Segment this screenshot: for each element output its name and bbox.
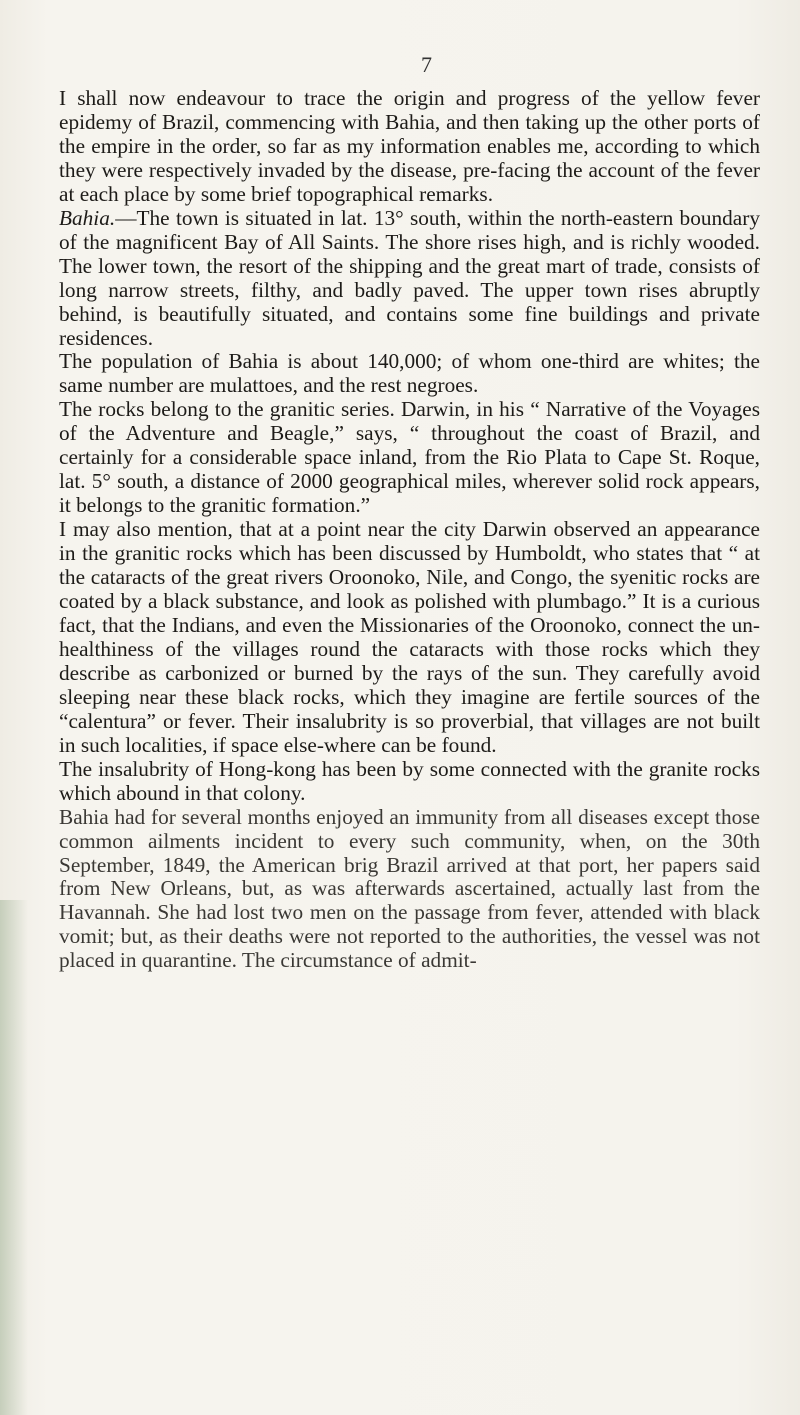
paragraph-brig-brazil (59, 806, 760, 974)
paragraph-hong-kong (59, 758, 760, 806)
paragraph-text: I shall now endeavour to trace the origin and progress of the yellow fever epidemy of Brazil, commencing with Bahia, and then taking up the other ports of the empire in the order, so far as my information enables me, according to which they were respectively invaded by the disease, pre-facing the account of the fever at each place by some brief topographical remarks. (59, 86, 760, 206)
paragraph-text: I may also mention, that at a point near the city Darwin observed an appearance in the granitic rocks which has been discussed by Humboldt, who states that “ at the cataracts of the great rivers Oroonoko, Nile, and Congo, the syenitic rocks are coated by a black substance, and look as polished with plumbago.” It is a curious fact, that the Indians, and even the Missionaries of the Oroonoko, connect the un-healthiness of the villages round the cataracts with those rocks which they describe as carbonized or burned by the rays of the sun. They carefully avoid sleeping near these black rocks, which they imagine are fertile sources of the “calentura” or fever. Their insalubrity is so proverbial, that villages are not built in such localities, if space else-where can be found. (59, 517, 760, 757)
body-text (59, 87, 760, 973)
paragraph-text: The insalubrity of Hong-kong has been by some connected with the granite rocks which abound in that colony. (59, 756, 760, 805)
paragraph-text: —The town is situated in lat. 13° south, within the north-eastern boundary of the magnificent Bay of All Saints. The shore rises high, and is richly wooded. The lower town, the resort of the shipping and the great mart of trade, consists of long narrow streets, filthy, and badly paved. The upper town rises abruptly behind, is beautifully situated, and contains some fine buildings and private residences. (59, 205, 760, 350)
paragraph-text: Bahia had for several months enjoyed an immunity from all diseases except those common ailments incident to every such community, when, on the 30th September, 1849, the American brig Brazil arrived at that port, her papers said from New Orleans, but, as was afterwards ascertained, actually last from the Havannah. She had lost two men on the passage from fever, attended with black vomit; but, as their deaths were not reported to the authorities, the vessel was not placed in quarantine. The circumstance of admit- (59, 804, 760, 973)
paragraph-rocks (59, 398, 760, 518)
paragraph-text: The rocks belong to the granitic series. Darwin, in his “ Narrative of the Voyages of the Adventure and Beagle,” says, “ throughout the coast of Brazil, and certainly for a considerable space inland, from the Rio Plata to Cape St. Roque, lat. 5° south, a distance of 2000 geographical miles, wherever solid rock appears, it belongs to the granitic formation.” (59, 397, 760, 518)
paragraph-text: The population of Bahia is about 140,000; of whom one-third are whites; the same number are mulattoes, and the rest negroes. (59, 349, 760, 398)
paragraph-intro (59, 87, 760, 207)
page-edge-shadow (0, 900, 28, 1415)
paragraph-bahia (59, 207, 760, 351)
paragraph-humboldt (59, 518, 760, 758)
page-number: 7 (421, 52, 432, 77)
section-run-in-heading: Bahia. (59, 205, 116, 230)
paragraph-population (59, 350, 760, 398)
